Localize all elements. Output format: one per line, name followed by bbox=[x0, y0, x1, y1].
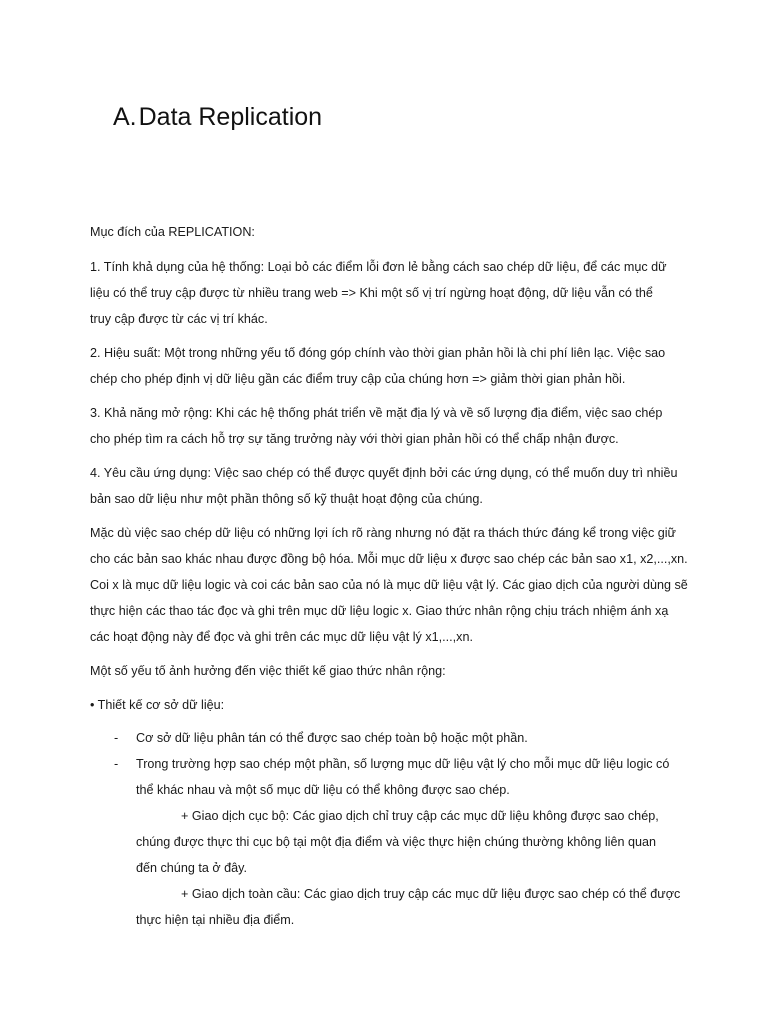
p4-line-1: 4. Yêu cầu ứng dụng: Việc sao chép có thể được quyết định bởi các ứng dụng, có thể muốn duy trì nhiều bbox=[90, 466, 678, 480]
heading-title: Data Replication bbox=[138, 103, 323, 131]
heading-number: A. bbox=[113, 103, 137, 131]
p5-line-4: thực hiện các thao tác đọc và ghi trên mục dữ liệu logic x. Giao thức nhân rộng chịu trách nhiệm ánh xạ bbox=[90, 604, 669, 618]
sub1-line-2: chúng được thực thi cục bộ tại một địa điểm và việc thực hiện chúng thường không liên quan bbox=[136, 835, 657, 849]
dash2-line-2: thể khác nhau và một số mục dữ liệu có thể không được sao chép. bbox=[136, 783, 510, 797]
p5-line-5: các hoạt động này để đọc và ghi trên các mục dữ liệu vật lý x1,...,xn. bbox=[90, 630, 473, 644]
bullet-title: • Thiết kế cơ sở dữ liệu: bbox=[90, 698, 225, 712]
p1-line-3: truy cập được từ các vị trí khác. bbox=[90, 312, 268, 326]
section-heading bbox=[113, 100, 322, 134]
p4-line-2: bản sao dữ liệu như một phần thông số kỹ thuật hoạt động của chúng. bbox=[90, 492, 483, 506]
sub2-line-1: + Giao dịch toàn cầu: Các giao dịch truy cập các mục dữ liệu được sao chép có thể được bbox=[181, 887, 681, 901]
p1-line-1: 1. Tính khả dụng của hệ thống: Loại bỏ các điểm lỗi đơn lẻ bằng cách sao chép dữ liệu, để các mục dữ bbox=[90, 260, 667, 274]
dash-marker-1: - bbox=[114, 731, 119, 745]
purpose-title: Mục đích của REPLICATION: bbox=[90, 225, 255, 239]
p1-line-2: liệu có thể truy cập được từ nhiều trang web => Khi một số vị trí ngừng hoạt động, dữ liệu vẫn có thể bbox=[90, 286, 653, 300]
p3-line-2: cho phép tìm ra cách hỗ trợ sự tăng trưởng này với thời gian phản hồi có thể chấp nhận được. bbox=[90, 432, 619, 446]
sub1-line-3: đến chúng ta ở đây. bbox=[136, 861, 247, 875]
p2-line-2: chép cho phép định vị dữ liệu gần các điểm truy cập của chúng hơn => giảm thời gian phản hồi. bbox=[90, 372, 626, 386]
p3-line-1: 3. Khả năng mở rộng: Khi các hệ thống phát triển về mặt địa lý và về số lượng địa điểm, việc sao chép bbox=[90, 406, 663, 420]
sub2-line-2: thực hiện tại nhiều địa điểm. bbox=[136, 913, 295, 927]
dash1-line: Cơ sở dữ liệu phân tán có thể được sao chép toàn bộ hoặc một phần. bbox=[136, 731, 528, 745]
sub1-line-1: + Giao dịch cục bộ: Các giao dịch chỉ truy cập các mục dữ liệu không được sao chép, bbox=[181, 809, 659, 823]
p6-line: Một số yếu tố ảnh hưởng đến việc thiết kế giao thức nhân rộng: bbox=[90, 664, 446, 678]
p5-line-1: Mặc dù việc sao chép dữ liệu có những lợi ích rõ ràng nhưng nó đặt ra thách thức đáng kể trong việc giữ bbox=[90, 526, 676, 540]
dash-marker-2: - bbox=[114, 757, 119, 771]
p5-line-2: cho các bản sao khác nhau được đồng bộ hóa. Mỗi mục dữ liệu x được sao chép các bản sao x1, x2,...,xn. bbox=[90, 552, 688, 566]
dash2-line-1: Trong trường hợp sao chép một phần, số lượng mục dữ liệu vật lý cho mỗi mục dữ liệu logic có bbox=[136, 757, 670, 771]
p2-line-1: 2. Hiệu suất: Một trong những yếu tố đóng góp chính vào thời gian phản hồi là chi phí liên lạc. Việc sao bbox=[90, 346, 666, 360]
p5-line-3: Coi x là mục dữ liệu logic và coi các bản sao của nó là mục dữ liệu vật lý. Các giao dịch của người dùng sẽ bbox=[90, 578, 688, 592]
